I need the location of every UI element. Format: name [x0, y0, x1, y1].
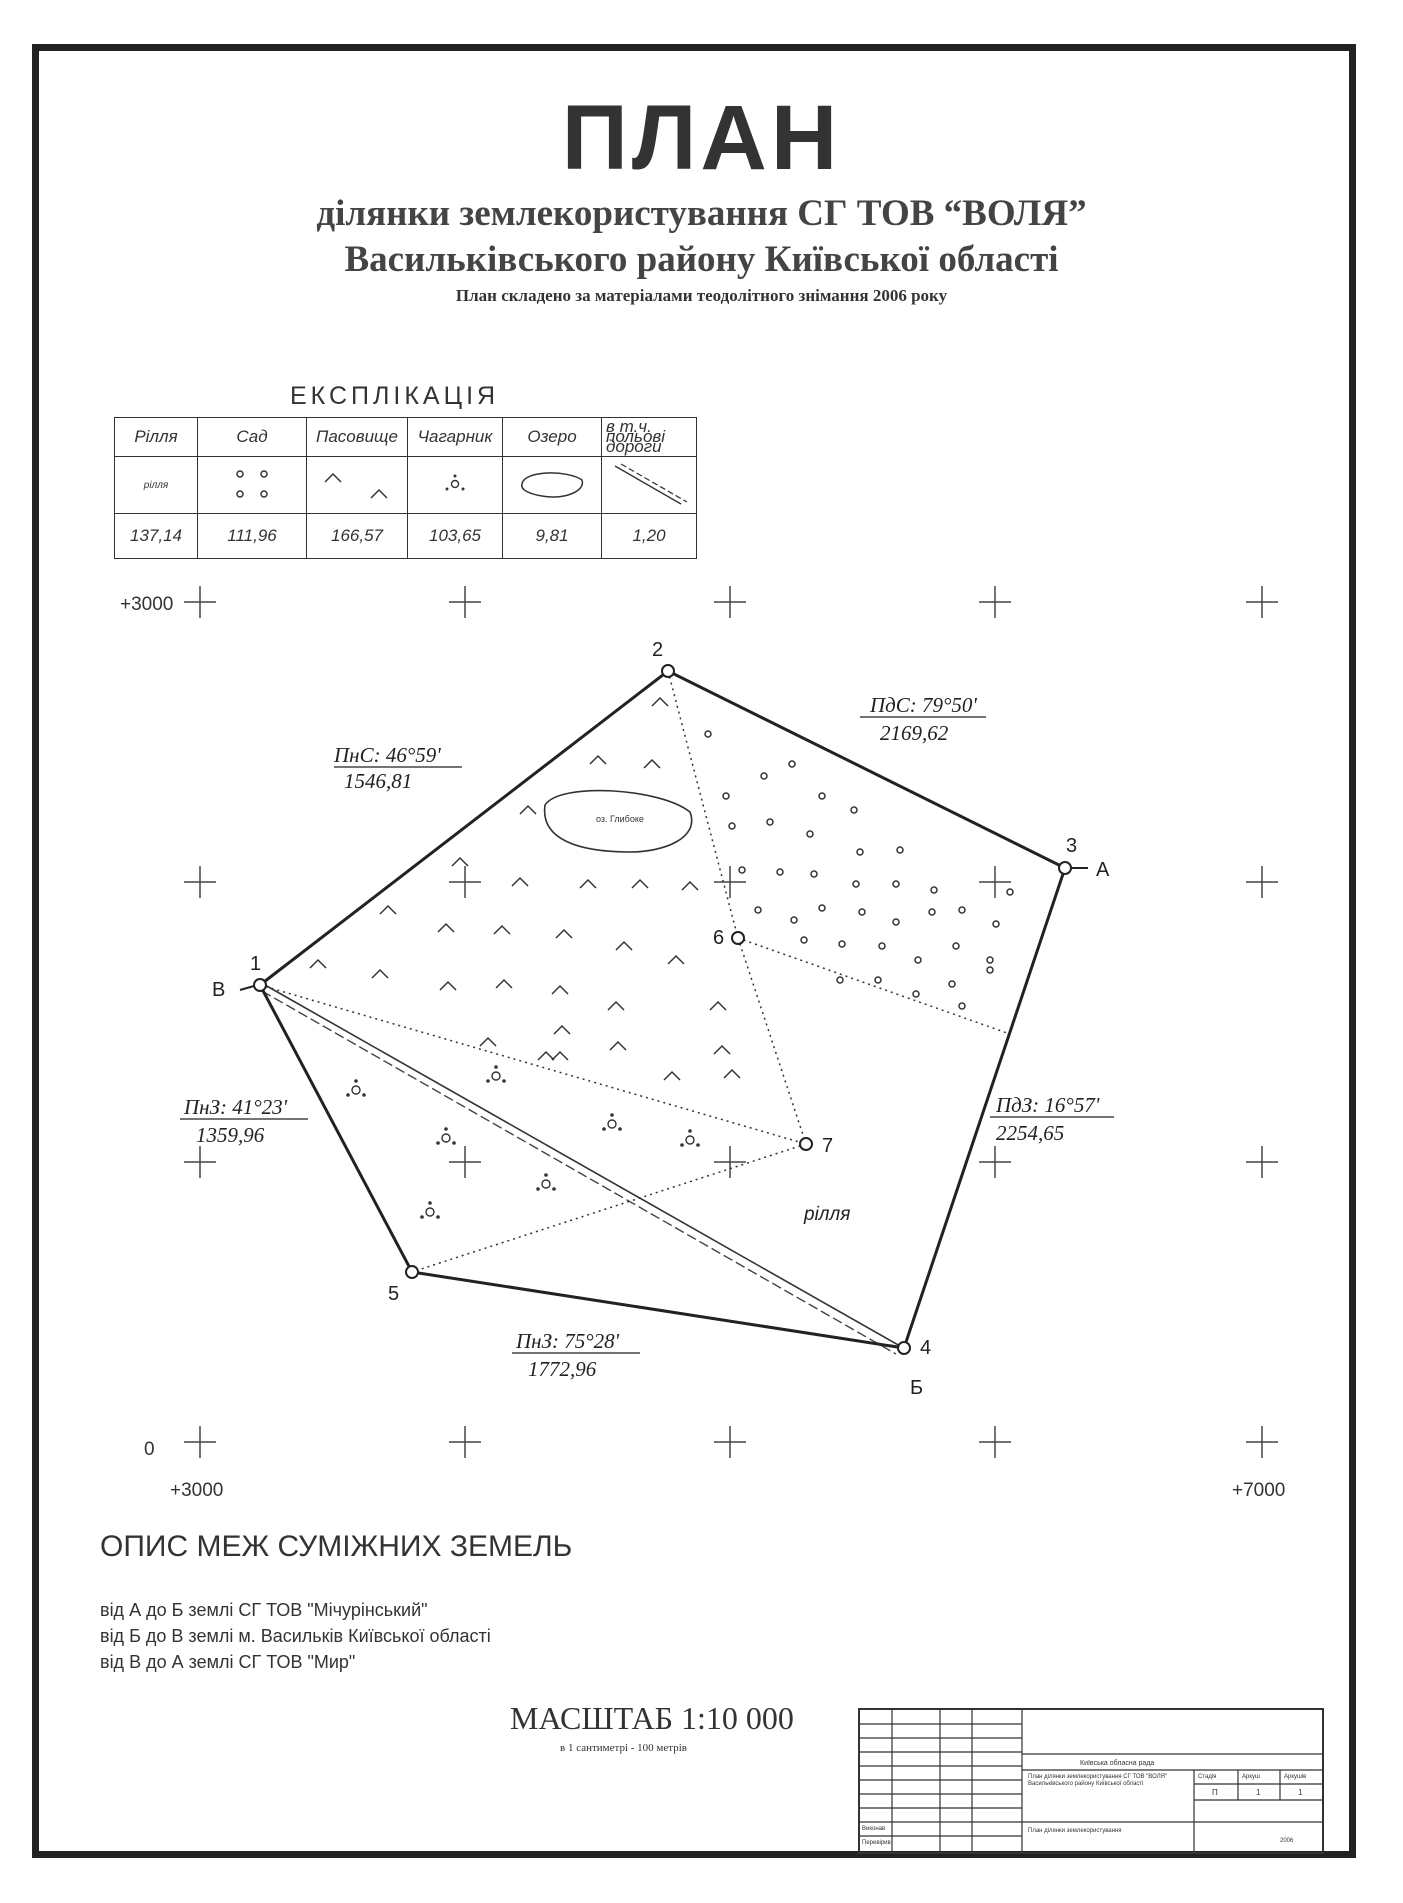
orchard-tree: [801, 937, 807, 943]
length-1-2: 1546,81: [344, 769, 413, 793]
shrub-symbol: [536, 1173, 556, 1191]
expl-header-pasture: Пасовище: [307, 418, 408, 457]
pasture-mark: [668, 956, 684, 964]
expl-header-roads: в т.ч. польові дороги: [602, 418, 697, 457]
expl-value-arable: 137,14: [115, 514, 198, 559]
orchard-tree: [791, 917, 797, 923]
expl-header-arable: Рілля: [115, 418, 198, 457]
pasture-mark: [710, 1002, 726, 1010]
pasture-mark: [538, 1052, 554, 1060]
expl-value-shrubs: 103,65: [408, 514, 503, 559]
orchard-tree: [777, 869, 783, 875]
shrub-symbol: [602, 1113, 622, 1131]
stamp-col-stage: Стадія: [1198, 1774, 1217, 1780]
shrub-dot: [494, 1065, 498, 1069]
stamp-val-sheet: 1: [1256, 1788, 1261, 1797]
shrub-symbol: [436, 1127, 456, 1145]
field-label: рілля: [804, 1204, 851, 1225]
orchard-tree: [931, 887, 937, 893]
stamp-project: План ділянки землекористування СГ ТОВ "ВОЛЯ" Васильківського району Київської області: [1028, 1774, 1168, 1787]
shrub-dot: [362, 1093, 366, 1097]
orchard-tree: [915, 957, 921, 963]
corner-label-a: А: [1096, 859, 1110, 881]
shrub-symbol: [420, 1201, 440, 1219]
bearing-2-3: ПдС: 79°50': [870, 693, 977, 717]
title-block-stamp: [858, 1708, 1324, 1854]
orchard-tree: [959, 1003, 965, 1009]
vertex-label-3: 3: [1066, 835, 1078, 857]
shrub-dot: [618, 1127, 622, 1131]
grid-crosses: [184, 586, 1278, 1458]
orchard-marks: [705, 731, 1013, 1009]
stamp-col-sheet: Аркуш: [1242, 1774, 1260, 1780]
bearing-labels: [180, 693, 1114, 1381]
line-6-7: [738, 938, 806, 1144]
shrub-dot: [544, 1173, 548, 1177]
shrub-dot: [688, 1129, 692, 1133]
shrub-dot: [428, 1201, 432, 1205]
shrub-dot: [354, 1079, 358, 1083]
length-4-5: 1772,96: [528, 1357, 597, 1381]
orchard-tree: [959, 907, 965, 913]
plan-subtitle-owner: ділянки землекористування СГ ТОВ “ВОЛЯ”: [316, 193, 1087, 234]
orchard-tree: [739, 867, 745, 873]
shrub-symbol: [680, 1129, 700, 1147]
shrub-symbol: [346, 1079, 366, 1097]
orchard-tree: [953, 943, 959, 949]
stamp-val-stage: П: [1212, 1788, 1218, 1797]
expl-value-lake: 9,81: [503, 514, 602, 559]
explication-title: ЕКСПЛІКАЦІЯ: [290, 382, 500, 410]
orchard-tree: [893, 919, 899, 925]
shrub-dot: [610, 1113, 614, 1117]
pasture-mark: [372, 970, 388, 978]
shrub-dot: [436, 1215, 440, 1219]
orchard-tree: [761, 773, 767, 779]
shrub-ring: [442, 1134, 450, 1142]
length-2-3: 2169,62: [880, 721, 949, 745]
expl-symbol-arable: рілля: [115, 457, 198, 514]
vertex-5: [406, 1266, 418, 1278]
line-6-a: [738, 938, 1007, 1033]
pasture-mark: [616, 942, 632, 950]
vertex-label-1: 1: [250, 953, 262, 975]
expl-value-roads: 1,20: [602, 514, 697, 559]
vertex-label-2: 2: [652, 639, 664, 661]
pasture-mark: [552, 986, 568, 994]
pasture-mark: [608, 1002, 624, 1010]
pasture-mark: [512, 878, 528, 886]
shrub-dot: [444, 1127, 448, 1131]
shrub-ring: [492, 1072, 500, 1080]
vertex-6: [732, 932, 744, 944]
grid-label-3000-bottom: +3000: [170, 1480, 224, 1501]
grid-label-7000: +7000: [1232, 1480, 1286, 1501]
bearing-3-4: ПдЗ: 16°57': [996, 1093, 1100, 1117]
pasture-mark: [590, 756, 606, 764]
bearing-5-1: ПнЗ: 41°23': [184, 1095, 288, 1119]
stamp-date: 2006: [1280, 1838, 1294, 1844]
expl-value-orchard: 111,96: [198, 514, 307, 559]
vertex-label-6: 6: [713, 927, 725, 949]
orchard-tree: [755, 907, 761, 913]
scale-note: в 1 сантиметрі - 100 метрів: [560, 1742, 687, 1754]
pasture-mark: [480, 1038, 496, 1046]
pasture-mark: [552, 1052, 568, 1060]
pasture-mark: [380, 906, 396, 914]
orchard-tree: [853, 881, 859, 887]
pasture-mark: [496, 980, 512, 988]
vertex-1: [254, 979, 266, 991]
stamp-sheet-title: План ділянки землекористування: [1028, 1828, 1122, 1834]
lake-label: оз. Глибоке: [596, 814, 644, 824]
orchard-tree: [807, 831, 813, 837]
pasture-mark: [714, 1046, 730, 1054]
shrub-symbol: [486, 1065, 506, 1083]
orchard-tree: [767, 819, 773, 825]
orchard-tree: [875, 977, 881, 983]
pasture-mark: [438, 924, 454, 932]
expl-header-shrubs: Чагарник: [408, 418, 503, 457]
shrub-dot: [680, 1143, 684, 1147]
pasture-mark: [632, 880, 648, 888]
orchard-tree: [839, 941, 845, 947]
grid-label-3000-top: +3000: [120, 594, 174, 615]
pasture-mark: [310, 960, 326, 968]
length-5-1: 1359,96: [196, 1123, 265, 1147]
pasture-mark: [440, 982, 456, 990]
boundaries-title: ОПИС МЕЖ СУМІЖНИХ ЗЕМЕЛЬ: [100, 1530, 573, 1563]
vertex-3: [1059, 862, 1071, 874]
vertex-7: [800, 1138, 812, 1150]
stamp-sign-checker: Перевірив: [862, 1840, 891, 1846]
vertex-label-4: 4: [920, 1337, 932, 1359]
line-7-5: [412, 1144, 806, 1272]
orchard-tree: [819, 905, 825, 911]
orchard-tree: [913, 991, 919, 997]
pasture-mark: [452, 858, 468, 866]
shrub-dot: [696, 1143, 700, 1147]
shrub-dot: [502, 1079, 506, 1083]
pasture-mark: [724, 1070, 740, 1078]
shrub-ring: [542, 1180, 550, 1188]
boundary-b-v: від Б до В землі м. Васильків Київської області: [100, 1626, 491, 1646]
pasture-mark: [554, 1026, 570, 1034]
shrub-dot: [536, 1187, 540, 1191]
length-3-4: 2254,65: [996, 1121, 1065, 1145]
orchard-tree: [811, 871, 817, 877]
orchard-tree: [819, 793, 825, 799]
bearing-1-2: ПнС: 46°59': [334, 743, 441, 767]
plan-title: ПЛАН: [561, 87, 842, 189]
stamp-org: Київська обласна рада: [1080, 1760, 1155, 1767]
corner-label-v: В: [212, 979, 226, 1001]
pasture-mark: [610, 1042, 626, 1050]
pasture-mark: [682, 882, 698, 890]
stamp-sign-author: Виконав: [862, 1826, 886, 1832]
orchard-tree: [1007, 889, 1013, 895]
stamp-val-sheets: 1: [1298, 1788, 1303, 1797]
orchard-tree: [949, 981, 955, 987]
pasture-mark: [556, 930, 572, 938]
orchard-tree: [987, 967, 993, 973]
orchard-tree: [993, 921, 999, 927]
expl-header-lake: Озеро: [503, 418, 602, 457]
orchard-tree: [789, 761, 795, 767]
pasture-mark: [520, 806, 536, 814]
shrub-dot: [602, 1127, 606, 1131]
scale-title: МАСШТАБ 1:10 000: [510, 1700, 794, 1736]
shrub-dot: [552, 1187, 556, 1191]
expl-header-orchard: Сад: [198, 418, 307, 457]
orchard-tree: [893, 881, 899, 887]
shrub-dot: [486, 1079, 490, 1083]
orchard-tree: [729, 823, 735, 829]
plan-subtitle-district: Васильківського району Київської області: [344, 239, 1059, 280]
vertex-4: [898, 1342, 910, 1354]
orchard-tree: [879, 943, 885, 949]
pasture-mark: [494, 926, 510, 934]
pasture-mark: [652, 698, 668, 706]
tick-v: [240, 986, 254, 990]
stamp-col-sheets: Аркушів: [1284, 1774, 1307, 1780]
corner-label-b: Б: [910, 1377, 924, 1399]
expl-value-pasture: 166,57: [307, 514, 408, 559]
vertex-2: [662, 665, 674, 677]
orchard-tree: [859, 909, 865, 915]
shrub-ring: [352, 1086, 360, 1094]
orchard-tree: [987, 957, 993, 963]
shrub-dot: [452, 1141, 456, 1145]
vertex-label-5: 5: [388, 1283, 400, 1305]
pasture-mark: [644, 760, 660, 768]
grid-label-zero: 0: [144, 1439, 155, 1460]
shrub-dot: [436, 1141, 440, 1145]
orchard-tree: [851, 807, 857, 813]
shrub-dot: [420, 1215, 424, 1219]
bearing-4-5: ПнЗ: 75°28': [516, 1329, 620, 1353]
orchard-tree: [897, 847, 903, 853]
pasture-mark: [580, 880, 596, 888]
pasture-mark: [664, 1072, 680, 1080]
orchard-tree: [929, 909, 935, 915]
shrub-ring: [608, 1120, 616, 1128]
plan-survey-note: План складено за матеріалами теодолітного знімання 2006 року: [455, 286, 948, 305]
boundary-a-b: від А до Б землі СГ ТОВ "Мічурінський": [100, 1600, 428, 1620]
vertex-label-7: 7: [822, 1135, 834, 1157]
orchard-tree: [723, 793, 729, 799]
orchard-tree: [857, 849, 863, 855]
shrub-dot: [346, 1093, 350, 1097]
orchard-tree: [705, 731, 711, 737]
orchard-tree: [837, 977, 843, 983]
shrub-marks: [346, 1065, 700, 1219]
boundary-v-a: від В до А землі СГ ТОВ "Мир": [100, 1652, 356, 1672]
shrub-ring: [426, 1208, 434, 1216]
shrub-ring: [686, 1136, 694, 1144]
